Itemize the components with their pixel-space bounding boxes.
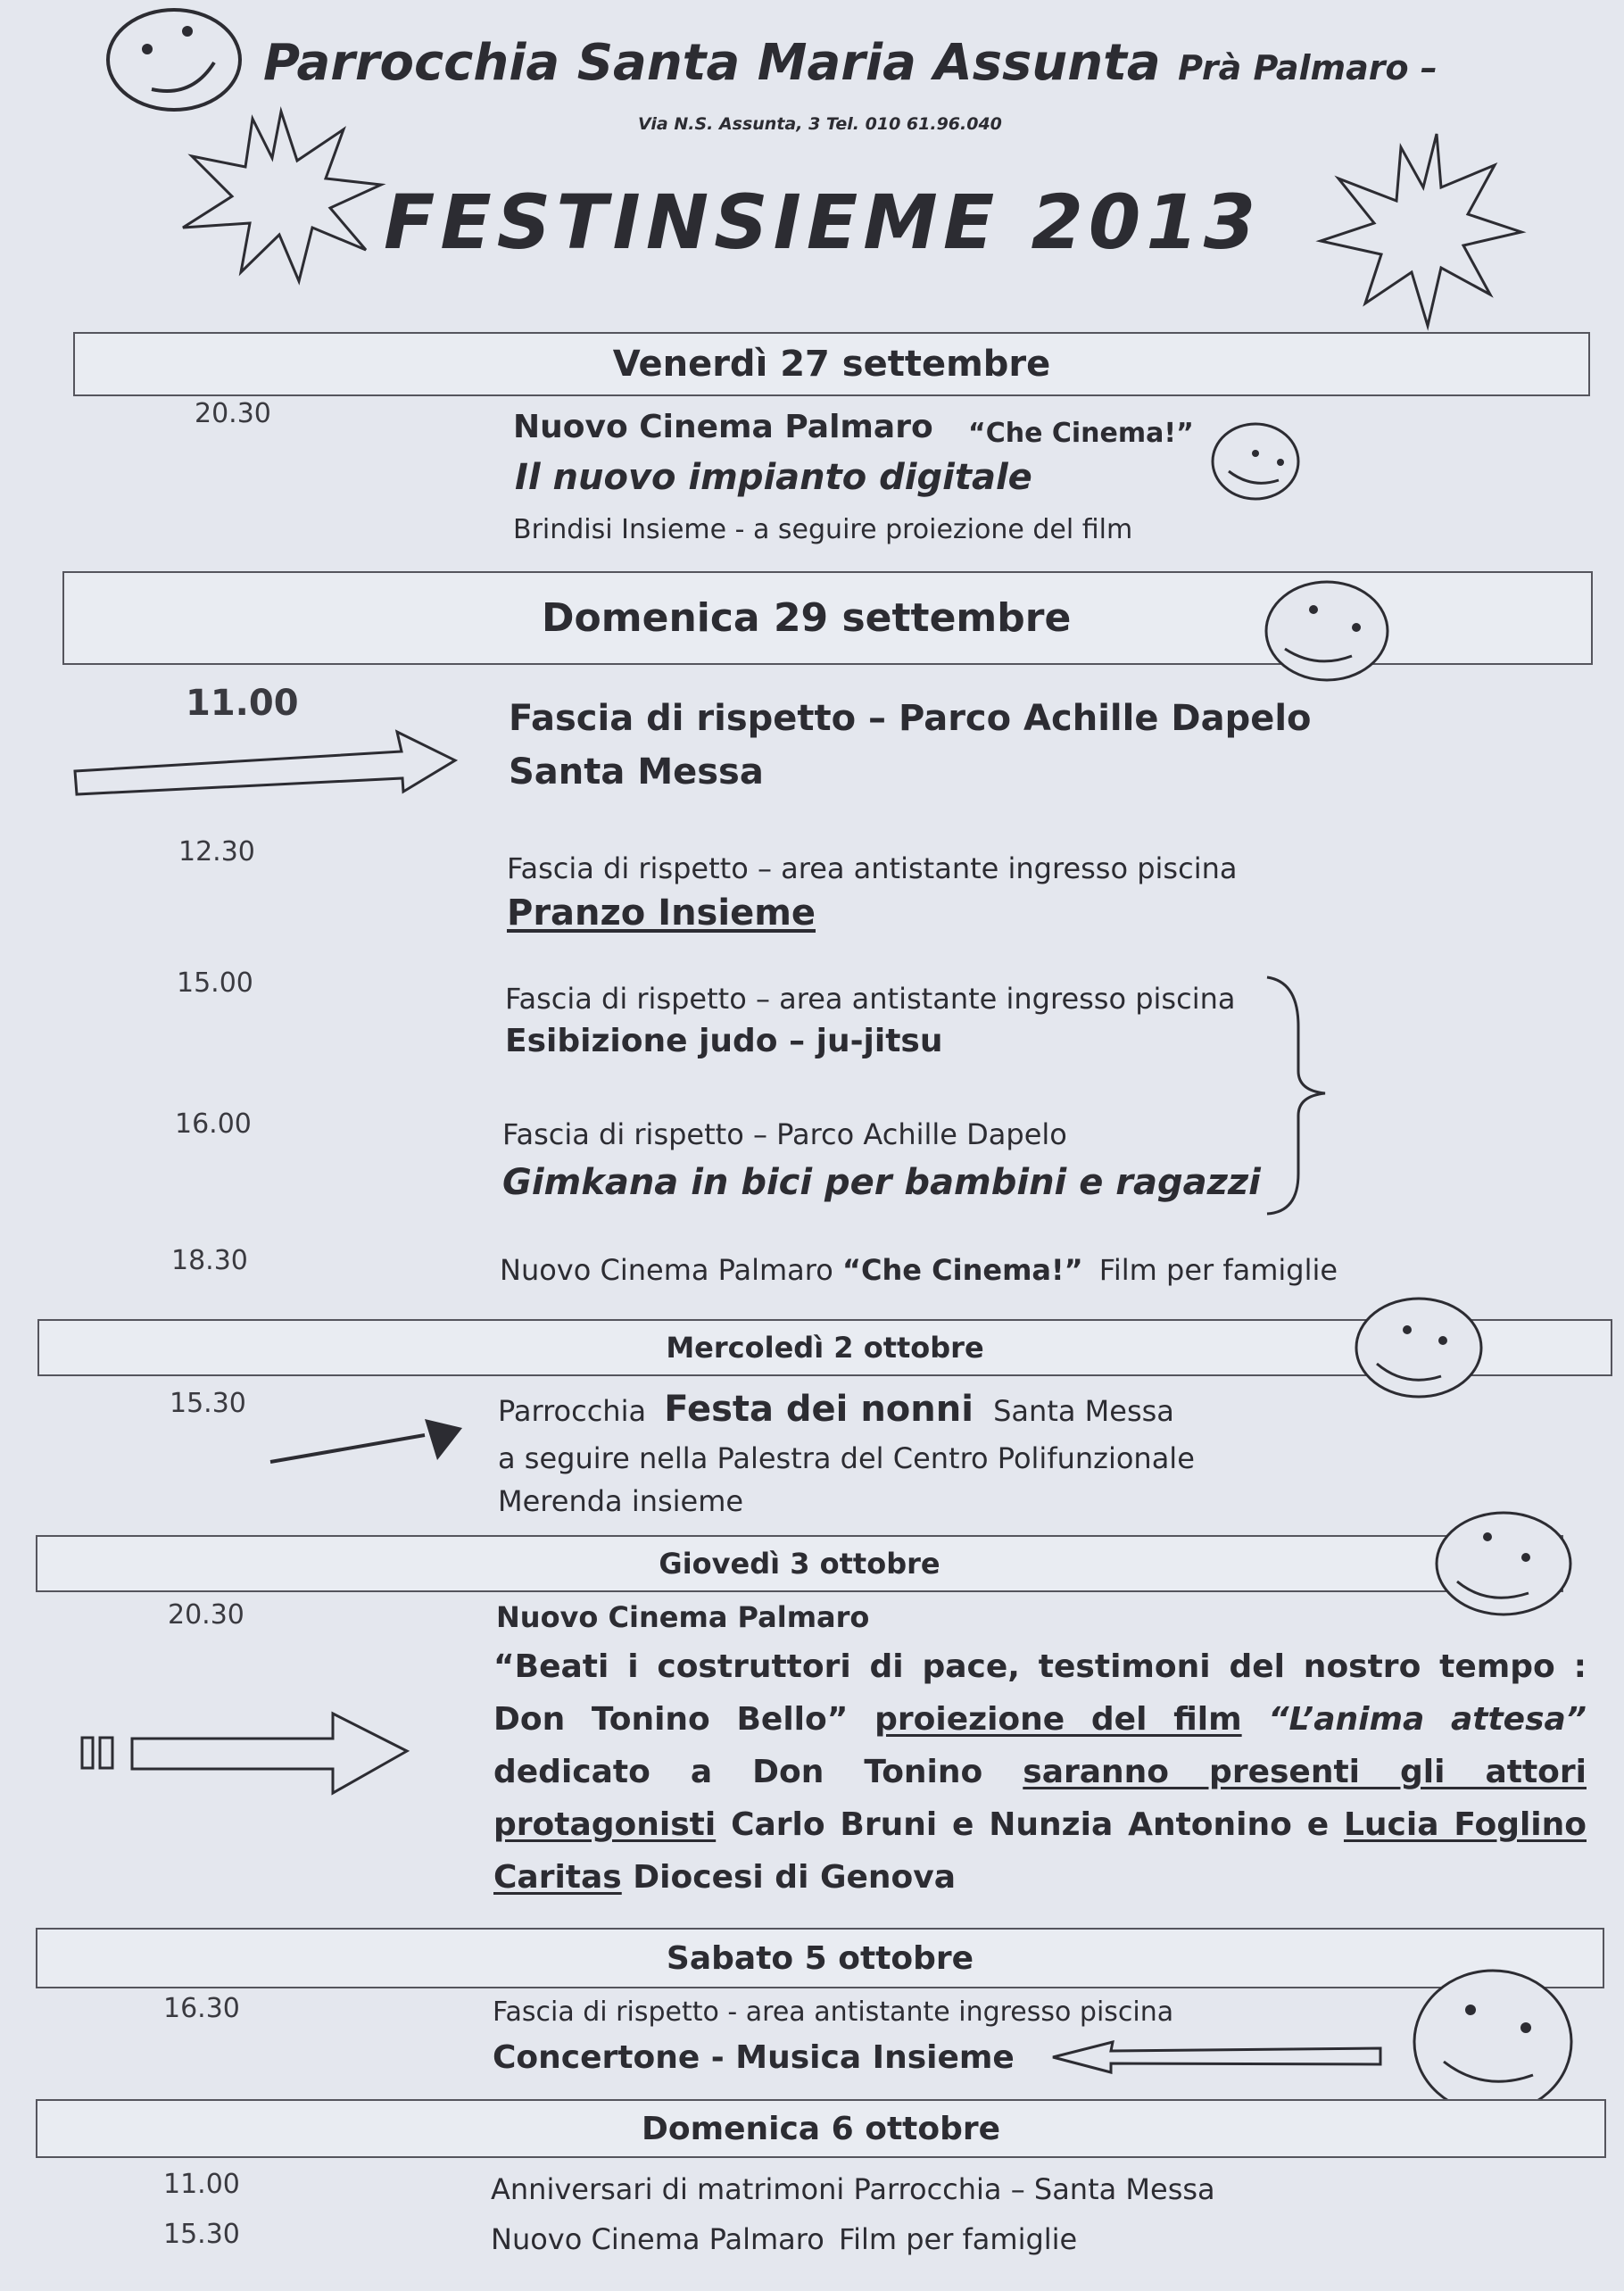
event-venue: Fascia di rispetto – area antistante ingresso piscina (507, 851, 1238, 885)
guests-names: Carlo Bruni e Nunzia Antonino e (731, 1806, 1330, 1843)
parish-name (263, 34, 1438, 92)
day-header: Domenica 6 ottobre (36, 2099, 1606, 2158)
event-detail: Merenda insieme (498, 1484, 744, 1518)
festival-title: FESTINSIEME 2013 (384, 178, 1262, 266)
event-time: 12.30 (178, 836, 255, 867)
event-title: Esibizione judo – ju-jitsu (505, 1023, 943, 1059)
arrow-icon (71, 725, 464, 801)
event-time: 16.30 (163, 1993, 240, 2024)
event-time: 18.30 (171, 1245, 248, 1276)
event-venue: Parrocchia (498, 1394, 647, 1428)
event-time: 16.00 (175, 1108, 252, 1140)
event-title: Il nuovo impianto digitale (515, 457, 1032, 498)
event-venue: Nuovo Cinema Palmaro (496, 1600, 870, 1634)
event-time: 15.30 (163, 2219, 240, 2250)
event-note: “Che Cinema!” (968, 418, 1194, 449)
event-time: 15.30 (170, 1388, 246, 1419)
event-detail: Film per famiglie (1098, 1253, 1338, 1287)
film-title: “L’anima attesa” (1268, 1701, 1587, 1738)
event-detail: a seguire nella Palestra del Centro Polifunzionale (498, 1441, 1195, 1475)
event-time: 15.00 (177, 967, 253, 999)
arrow-icon (1048, 2035, 1383, 2079)
smiley-face-icon (103, 4, 245, 116)
event-title: Pranzo Insieme (507, 892, 816, 934)
day-header: Domenica 29 settembre (62, 571, 1593, 665)
event-venue: Nuovo Cinema Palmaro (513, 409, 933, 445)
starburst-icon (1312, 125, 1526, 330)
right-brace-icon (1263, 973, 1330, 1218)
event-note: “Che Cinema!” (841, 1253, 1083, 1287)
event-venue: Fascia di rispetto – area antistante ingresso piscina (505, 982, 1236, 1016)
event-title: Anniversari di matrimoni Parrocchia – Santa Messa (491, 2172, 1215, 2206)
guests-note: saranno presenti gli attori protagonisti (493, 1754, 1587, 1843)
event-venue: Fascia di rispetto – Parco Achille Dapelo (502, 1117, 1067, 1151)
film-dedication: dedicato a Don Tonino (493, 1754, 983, 1790)
event-title: Concertone - Musica Insieme (493, 2039, 1015, 2076)
event-title: Gimkana in bici per bambini e ragazzi (502, 1162, 1261, 1203)
smiley-face-icon (1432, 1508, 1575, 1620)
event-time: 20.30 (168, 1599, 244, 1631)
smiley-face-icon (1263, 576, 1392, 683)
event-line (491, 2222, 1077, 2256)
smiley-face-icon (1408, 1963, 1578, 2120)
event-venue: Nuovo Cinema Palmaro (491, 2222, 824, 2256)
arrow-icon (79, 1706, 418, 1800)
event-detail: Film per famiglie (838, 2222, 1078, 2256)
film-screening: proiezione del film (874, 1701, 1242, 1738)
event-line (500, 1253, 1338, 1287)
day-header: Venerdì 27 settembre (73, 332, 1590, 396)
event-note: Santa Messa (993, 1394, 1174, 1428)
day-header: Giovedì 3 ottobre (36, 1535, 1563, 1592)
event-line (498, 1389, 1174, 1430)
event-time: 11.00 (186, 683, 299, 724)
event-title: Santa Messa (509, 751, 764, 793)
parish-label: Parrocchia Santa Maria Assunta (263, 34, 1161, 92)
event-venue: Nuovo Cinema Palmaro (500, 1253, 833, 1287)
event-title: Festa dei nonni (664, 1389, 974, 1430)
parish-address: Via N.S. Assunta, 3 Tel. 010 61.96.040 (638, 114, 1002, 134)
starburst-icon (174, 103, 388, 290)
smiley-face-icon (1209, 419, 1303, 504)
day-header: Mercoledì 2 ottobre (37, 1319, 1612, 1376)
event-description (493, 1640, 1587, 1904)
guest-caritas: Lucia Foglino Caritas (493, 1806, 1587, 1896)
diocese: Diocesi di Genova (633, 1859, 957, 1896)
day-header: Sabato 5 ottobre (36, 1928, 1604, 1988)
parish-location: Prà Palmaro – (1178, 48, 1438, 87)
event-venue: Fascia di rispetto - area antistante ingresso piscina (493, 1996, 1174, 2028)
event-time: 11.00 (163, 2169, 240, 2200)
event-detail: Brindisi Insieme - a seguire proiezione del film (513, 514, 1133, 545)
event-time: 20.30 (195, 398, 271, 429)
event-venue: Fascia di rispetto – Parco Achille Dapelo (509, 698, 1312, 739)
film-quote: “Beati i costruttori di pace, testimoni del nostro tempo : Don Tonino Bello” (493, 1648, 1587, 1738)
arrow-icon (266, 1408, 467, 1471)
smiley-face-icon (1352, 1294, 1486, 1401)
